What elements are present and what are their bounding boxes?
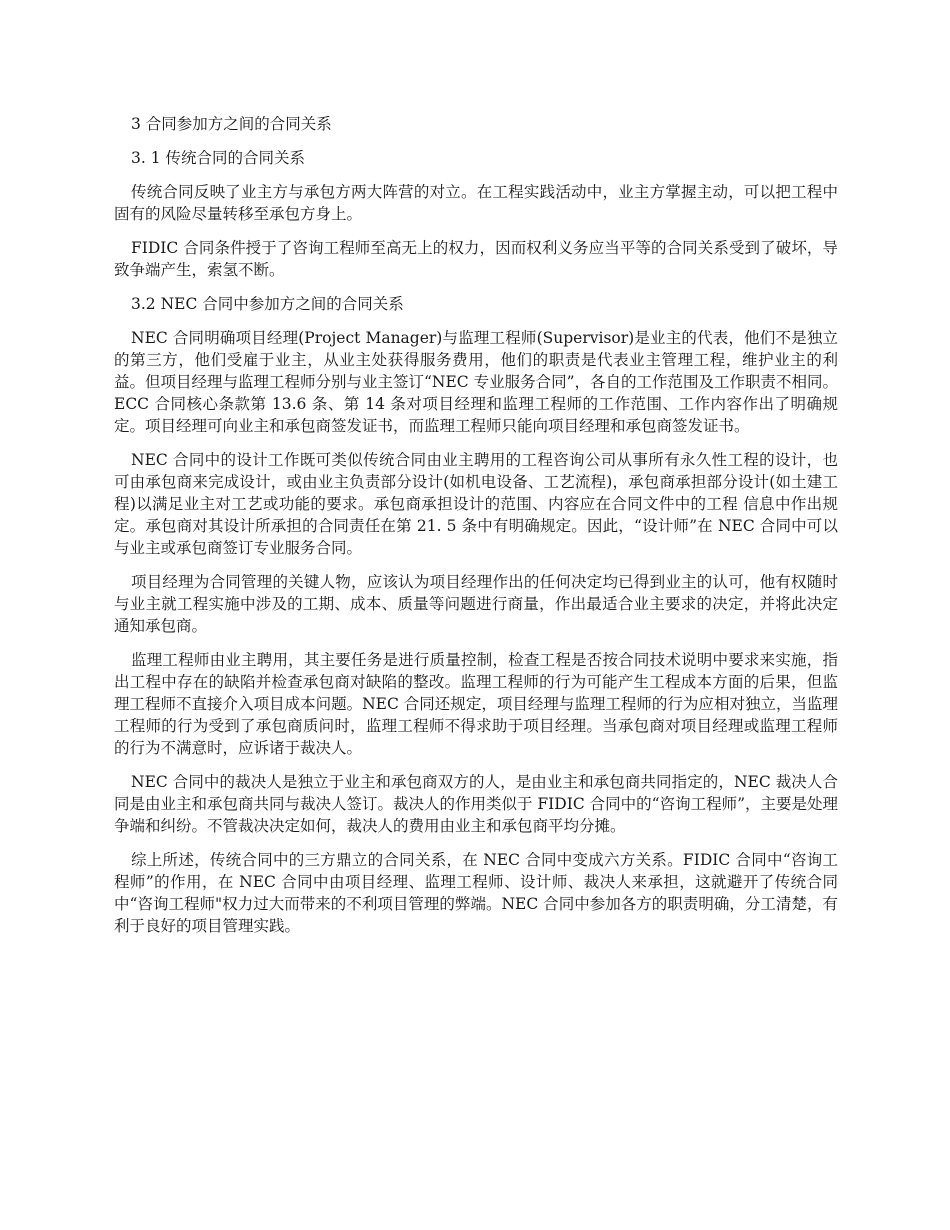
document-page <box>114 113 838 949</box>
paragraph-traditional-contract: 传统合同反映了业主方与承包方两大阵营的对立。在工程实践活动中，业主方掌握主动，可以把工程中固有的风险尽量转移至承包方身上。 <box>114 183 838 223</box>
paragraph-fidic-power: FIDIC 合同条件授于了咨询工程师至高无上的权力，因而权利义务应当平等的合同关系受到了破坏，导致争端产生，索氢不断。 <box>114 239 838 279</box>
paragraph-project-manager-supervisor: NEC 合同明确项目经理(Project Manager)与监理工程师(Supervisor)是业主的代表，他们不是独立的第三方，他们受雇于业主，从业主处获得服务费用，他们的职责是代表业主管理工程，维护业主的利益。但项目经理与监理工程师分别与业主签订“NEC 专业服务合同”，各自的工作范围及工作职责不相同。ECC 合同核心条款第 13.6 条、第 14 条对项目经理和监理工程师的工作范围、工作内容作出了明确规定。项目经理可向业主和承包商签发证书，而监理工程师只能向项目经理和承包商签发证书。 <box>114 329 839 435</box>
section-heading-3: 3 合同参加方之间的合同关系 <box>131 115 332 133</box>
section-heading-3-2: 3.2 NEC 合同中参加方之间的合同关系 <box>131 295 404 313</box>
section-heading-3-1: 3. 1 传统合同的合同关系 <box>131 149 306 167</box>
paragraph-design-work: NEC 合同中的设计工作既可类似传统合同由业主聘用的工程咨询公司从事所有永久性工程的设计，也可由承包商来完成设计，或由业主负责部分设计(如机电设备、工艺流程)，承包商承担部分设计(如土建工程)以满足业主对工艺或功能的要求。承包商承担设计的范围、内容应在合同文件中的工程 信息中作出规定。承包商对其设计所承担的合同责任在第 21. 5 条中有明确规定。因此，“设计师”在 NEC 合同中可以与业主或承包商签订专业服务合同。 <box>114 451 838 557</box>
paragraph-adjudicator: NEC 合同中的裁决人是独立于业主和承包商双方的人，是由业主和承包商共同指定的，NEC 裁决人合同是由业主和承包商共同与裁决人签订。裁决人的作用类似于 FIDIC 合同中的“咨询工程师”，主要是处理争端和纠纷。不管裁决决定如何，裁决人的费用由业主和承包商平均分摊。 <box>114 773 838 835</box>
paragraph-supervisor-role: 监理工程师由业主聘用，其主要任务是进行质量控制，检查工程是否按合同技术说明中要求来实施，指出工程中存在的缺陷并检查承包商对缺陷的整改。监理工程师的行为可能产生工程成本方面的后果，但监理工程师不直接介入项目成本问题。NEC 合同还规定，项目经理与监理工程师的行为应相对独立，当监理工程师的行为受到了承包商质问时，监理工程师不得求助于项目经理。当承包商对项目经理或监理工程师的行为不满意时，应诉诸于裁决人。 <box>114 651 838 757</box>
paragraph-summary: 综上所述，传统合同中的三方鼎立的合同关系，在 NEC 合同中变成六方关系。FIDIC 合同中“咨询工程师”的作用，在 NEC 合同中由项目经理、监理工程师、设计师、裁决人来承担，这就避开了传统合同中“咨询工程师"权力过大而带来的不利项目管理的弊端。NEC 合同中参加各方的职责明确，分工清楚，有利于良好的项目管理实践。 <box>114 851 838 935</box>
paragraph-project-manager-role: 项目经理为合同管理的关键人物，应该认为项目经理作出的任何决定均已得到业主的认可，他有权随时与业主就工程实施中涉及的工期、成本、质量等问题进行商量，作出最适合业主要求的决定，并将此决定通知承包商。 <box>114 573 838 635</box>
